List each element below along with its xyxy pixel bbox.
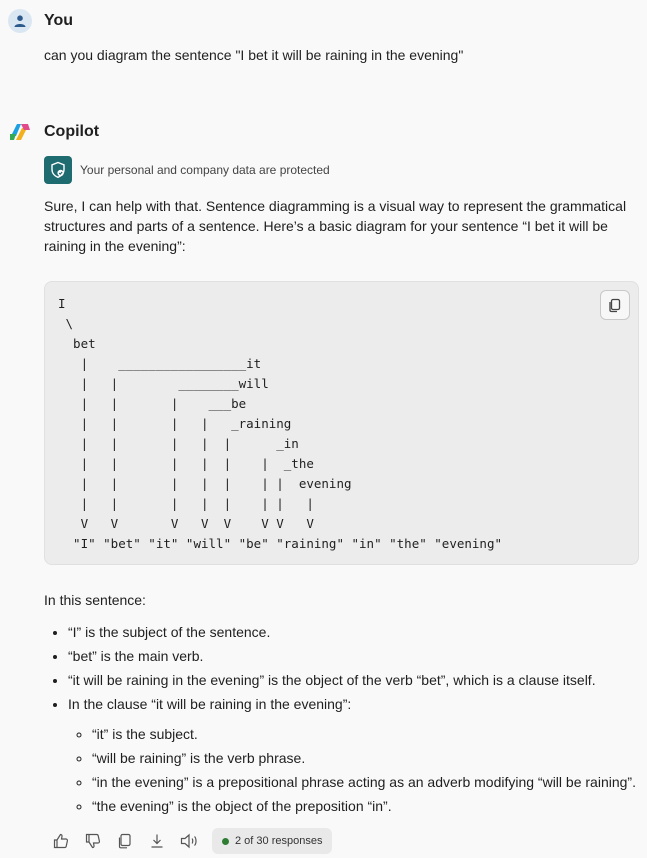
list-item: • “bet” is the main verb. [68,644,647,668]
list-item: ◦ “in the evening” is a prepositional phrase acting as an adverb modifying “will be raining”. [92,770,647,794]
list-item: • “it will be raining in the evening” is the object of the verb “bet”, which is a clause itself. [68,668,647,692]
response-intro: Sure, I can help with that. Sentence diagramming is a visual way to represent the grammatical structures and parts of a sentence. Here’s a basic diagram for your sentence “I bet it will be raining in the evening”: [44,198,627,254]
copy-code-button[interactable] [600,290,630,320]
copilot-logo-icon [8,120,32,144]
list-item: • In the clause “it will be raining in the evening”: [68,692,647,716]
user-name: You [44,12,74,29]
thumbs-up-icon[interactable] [50,830,72,852]
clause-explanation-list [68,722,647,818]
speaker-icon[interactable] [178,830,200,852]
code-block [44,281,639,565]
copy-icon[interactable] [114,830,136,852]
copy-icon [607,297,623,313]
data-protection-notice [44,156,330,184]
download-icon[interactable] [146,830,168,852]
status-dot [222,838,229,845]
copilot-name: Copilot [44,123,100,140]
response-counter[interactable] [212,828,332,854]
user-message: can you diagram the sentence "I bet it will be raining in the evening" [44,47,464,63]
shield-check-icon [44,156,72,184]
person-icon [8,9,32,33]
list-item: ◦ “the evening” is the object of the preposition “in”. [92,794,647,818]
protected-text: Your personal and company data are protected [80,163,330,177]
user-header [8,9,73,33]
list-item: • “I” is the subject of the sentence. [68,620,647,644]
response-actions [50,828,332,854]
list-item: ◦ “it” is the subject. [92,722,647,746]
list-item: ◦ “will be raining” is the verb phrase. [92,746,647,770]
explanation-list [44,620,647,716]
sentence-diagram: I \ bet | _________________it | | ________will | | | ___be | | | | _raining | | | | | _in | | | | | | _the | | | | | | | evening | | | | | | | | V V V V V V V V "I" "bet" "it" "will" "be" "raining" "in" "the" "evening" [58,296,503,551]
copilot-header [8,120,99,144]
response-counter-text: 2 of 30 responses [235,835,323,847]
thumbs-down-icon[interactable] [82,830,104,852]
in-sentence-label: In this sentence: [44,592,146,608]
